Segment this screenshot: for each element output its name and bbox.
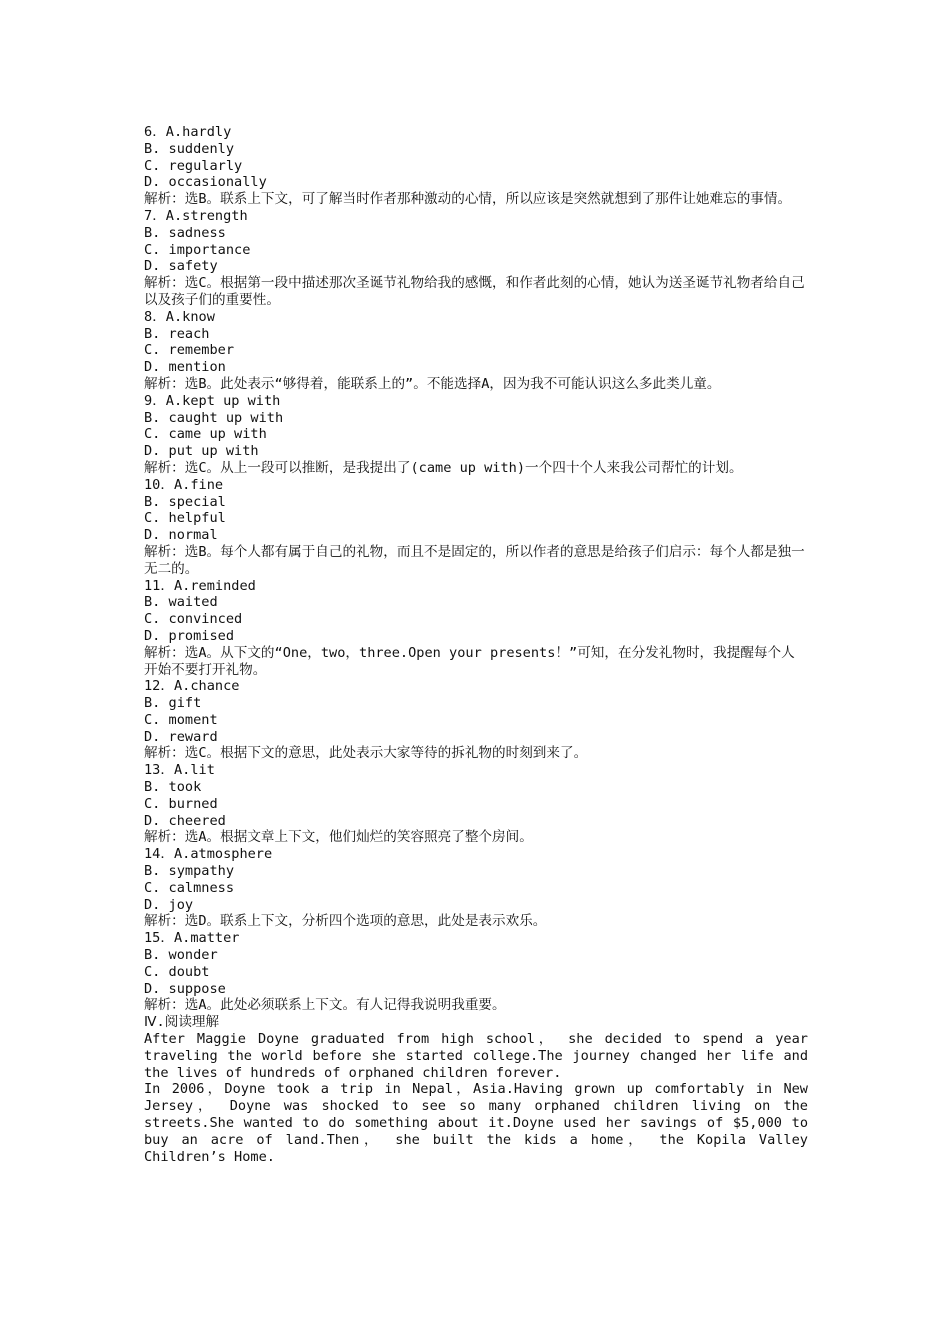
answer-analysis: 解析：选A。从下文的“One，two，three.Open your presents！”可知，在分发礼物时，我提醒每个人开始不要打开礼物。 bbox=[144, 644, 795, 678]
option-b: B. gift bbox=[144, 695, 202, 712]
answer-analysis: 解析：选C。根据下文的意思，此处表示大家等待的拆礼物的时刻到来了。 bbox=[144, 745, 588, 762]
question-first-line bbox=[144, 393, 808, 410]
option-d: D. occasionally bbox=[144, 174, 267, 191]
question-number: 8 bbox=[144, 308, 153, 325]
option-a: A.atmosphere bbox=[173, 846, 273, 863]
option-c: C. remember bbox=[144, 342, 235, 359]
option-c: C. helpful bbox=[144, 510, 226, 527]
question-number: 12 bbox=[144, 678, 161, 695]
question-block bbox=[144, 393, 808, 477]
document-page bbox=[144, 124, 808, 1165]
question-number-separator: ． bbox=[152, 124, 166, 140]
answer-analysis: 解析：选B。此处表示“够得着，能联系上的”。不能选择A，因为我不可能认识这么多此类儿童。 bbox=[144, 375, 721, 392]
option-b: B. sympathy bbox=[144, 863, 235, 880]
question-number-separator: ． bbox=[160, 846, 174, 863]
question-number: 7 bbox=[144, 207, 153, 224]
option-c: C. doubt bbox=[144, 963, 210, 980]
question-number-separator: ． bbox=[160, 577, 174, 594]
option-a: A.know bbox=[165, 308, 215, 325]
option-b: B. waited bbox=[144, 594, 218, 611]
answer-analysis: 解析：选A。根据文章上下文，他们灿烂的笑容照亮了整个房间。 bbox=[144, 829, 533, 846]
question-first-line bbox=[144, 309, 808, 326]
question-first-line bbox=[144, 762, 808, 779]
option-a: A.hardly bbox=[165, 124, 232, 140]
passage-paragraph-1: After Maggie Doyne graduated from high school， she decided to spend a year traveling the world before she started college.The journey changed her life and the lives of hundreds of orphaned children forever. bbox=[144, 1031, 808, 1081]
question-block bbox=[144, 124, 808, 208]
question-first-line bbox=[144, 678, 808, 695]
question-block bbox=[144, 678, 808, 762]
question-block bbox=[144, 208, 808, 309]
option-c: C. regularly bbox=[144, 157, 243, 174]
option-c: C. calmness bbox=[144, 879, 235, 896]
question-number: 9 bbox=[144, 392, 153, 409]
question-first-line bbox=[144, 477, 808, 494]
option-d: D. normal bbox=[144, 527, 218, 544]
option-c: C. burned bbox=[144, 795, 218, 812]
option-b: B. took bbox=[144, 779, 202, 796]
answer-analysis: 解析：选D。联系上下文，分析四个选项的意思，此处是表示欢乐。 bbox=[144, 913, 547, 930]
question-number-separator: ． bbox=[152, 207, 166, 224]
question-number: 15 bbox=[144, 930, 161, 947]
option-b: B. suddenly bbox=[144, 140, 235, 157]
option-d: D. safety bbox=[144, 258, 218, 275]
question-block bbox=[144, 477, 808, 578]
answer-analysis: 解析：选C。从上一段可以推断，是我提出了(came up with)一个四十个人来我公司帮忙的计划。 bbox=[144, 459, 743, 476]
option-c: C. came up with bbox=[144, 426, 267, 443]
option-a: A.strength bbox=[165, 207, 248, 224]
option-c: C. moment bbox=[144, 711, 218, 728]
option-b: B. special bbox=[144, 493, 226, 510]
option-d: D. put up with bbox=[144, 443, 259, 460]
question-list bbox=[144, 124, 808, 1014]
option-d: D. mention bbox=[144, 359, 226, 376]
section-title: Ⅳ.阅读理解 bbox=[144, 1014, 220, 1031]
question-first-line bbox=[144, 124, 808, 141]
question-number: 10 bbox=[144, 476, 161, 493]
question-first-line bbox=[144, 846, 808, 863]
question-block bbox=[144, 846, 808, 930]
answer-analysis: 解析：选C。根据第一段中描述那次圣诞节礼物给我的感慨，和作者此刻的心情，她认为送圣诞节礼物者给自己以及孩子们的重要性。 bbox=[144, 275, 805, 308]
answer-analysis: 解析：选B。每个人都有属于自己的礼物，而且不是固定的，所以作者的意思是给孩子们启示：每个人都是独一无二的。 bbox=[144, 543, 805, 577]
question-number-separator: ． bbox=[152, 308, 166, 325]
option-b: B. reach bbox=[144, 325, 210, 342]
question-first-line bbox=[144, 208, 808, 225]
question-number: 13 bbox=[144, 762, 161, 779]
question-number-separator: ． bbox=[152, 392, 166, 409]
question-number: 14 bbox=[144, 846, 161, 863]
option-a: A.reminded bbox=[173, 577, 256, 594]
question-block bbox=[144, 762, 808, 846]
question-first-line bbox=[144, 578, 808, 595]
question-number-separator: ． bbox=[160, 476, 174, 493]
option-d: D. suppose bbox=[144, 980, 226, 997]
option-d: D. reward bbox=[144, 728, 218, 745]
option-a: A.chance bbox=[173, 678, 240, 695]
option-d: D. promised bbox=[144, 627, 235, 644]
option-c: C. convinced bbox=[144, 611, 243, 628]
question-number: 11 bbox=[144, 577, 161, 594]
option-a: A.kept up with bbox=[165, 392, 281, 409]
question-first-line bbox=[144, 930, 808, 947]
question-block bbox=[144, 309, 808, 393]
option-d: D. joy bbox=[144, 896, 194, 913]
option-a: A.matter bbox=[173, 930, 240, 947]
question-number-separator: ． bbox=[160, 930, 174, 947]
option-a: A.fine bbox=[173, 476, 224, 493]
question-number: 6 bbox=[144, 124, 153, 140]
answer-analysis: 解析：选B。联系上下文，可了解当时作者那种激动的心情，所以应该是突然就想到了那件让她难忘的事情。 bbox=[144, 191, 792, 208]
question-block bbox=[144, 930, 808, 1014]
passage-paragraph-2: In 2006，Doyne took a trip in Nepal，Asia.Having grown up comfortably in New Jersey， Doyne was shocked to see so many orphaned children living on the streets.She wanted to do something about it.Doyne used her savings of $5,000 to buy an acre of land.Then， she built the kids a home， the Kopila Valley Children’s Home. bbox=[144, 1081, 808, 1165]
answer-analysis: 解析：选A。此处必须联系上下文。有人记得我说明我重要。 bbox=[144, 997, 506, 1014]
option-b: B. sadness bbox=[144, 224, 226, 241]
option-b: B. caught up with bbox=[144, 409, 284, 426]
option-c: C. importance bbox=[144, 241, 251, 258]
question-block bbox=[144, 578, 808, 679]
option-a: A.lit bbox=[173, 762, 215, 779]
option-b: B. wonder bbox=[144, 947, 218, 964]
question-number-separator: ． bbox=[160, 762, 174, 779]
option-d: D. cheered bbox=[144, 812, 226, 829]
question-number-separator: ． bbox=[160, 678, 174, 695]
